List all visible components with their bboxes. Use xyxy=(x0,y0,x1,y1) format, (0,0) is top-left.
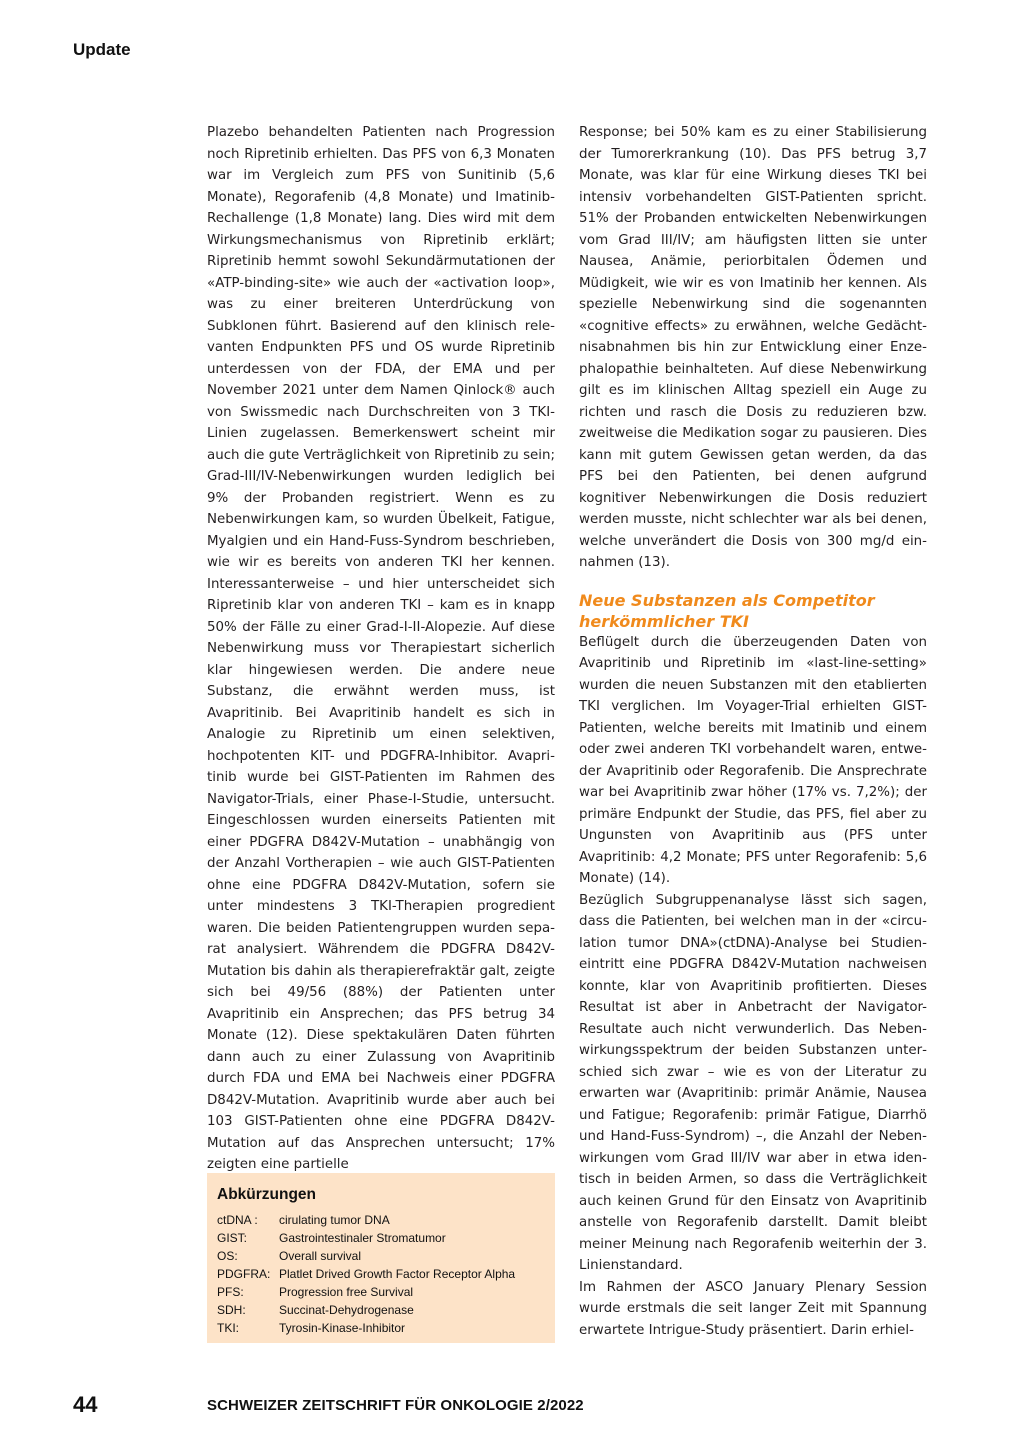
body-paragraph: Im Rahmen der ASCO January Plenary Session wurde erstmals die seit langer Zeit mit Spannung erwartete Intrigue-Study präsentiert. Darin erhiel- xyxy=(579,1279,927,1338)
section-subheading: Neue Substanzen als Competitor herkömmlicher TKI xyxy=(579,590,875,631)
abbreviation-key: PFS: xyxy=(217,1285,244,1299)
body-paragraph: Beflügelt durch die überzeugenden Daten von Avapritinib und Ripretinib im «last-line-setting» wurden die neuen Substanzen mit den etablierten TKI verglichen. Im Voyager-Trial erhielten GIST-Patienten, welche bereits mit Imatinib und einem oder zwei anderen TKI vorbehandelt waren, entweder Avapritinib oder Regorafenib. Die Ansprechrate war bei Avapritinib zwar höher (17% vs. 7,2%); der primäre Endpunkt der Studie, das PFS, fiel aber zu Ungunsten von Avapritinib aus (PFS unter Avapritinib: 4,2 Monate; PFS unter Regorafenib: 5,6 Monate) (14). xyxy=(579,634,927,886)
page-number: 44 xyxy=(73,1392,98,1417)
abbreviation-value: Platlet Drived Growth Factor Receptor Alpha xyxy=(279,1267,516,1281)
left-column xyxy=(207,122,555,1176)
section-label: Update xyxy=(73,40,131,59)
abbreviation-value: cirulating tumor DNA xyxy=(279,1213,390,1227)
abbreviation-key: PDGFRA: xyxy=(217,1267,271,1281)
abbreviation-row xyxy=(217,1319,545,1337)
abbreviation-row xyxy=(217,1211,545,1229)
abbreviation-row xyxy=(217,1229,545,1247)
abbreviation-row xyxy=(217,1247,545,1265)
abbreviation-value: Gastrointestinaler Stromatumor xyxy=(279,1231,446,1245)
abbreviation-value: Tyrosin-Kinase-Inhibitor xyxy=(279,1321,406,1335)
abbreviations-title: Abkürzungen xyxy=(217,1186,317,1203)
abbreviation-key: GIST: xyxy=(217,1231,248,1245)
abbreviations-box xyxy=(207,1173,555,1343)
journal-title: SCHWEIZER ZEITSCHRIFT FÜR ONKOLOGIE 2/2022 xyxy=(207,1397,584,1414)
abbreviation-value: Progression free Survival xyxy=(279,1285,414,1299)
abbreviation-key: ctDNA : xyxy=(217,1213,258,1227)
abbreviation-row xyxy=(217,1301,545,1319)
abbreviation-row xyxy=(217,1283,545,1301)
abbreviation-value: Succinat-Dehydrogenase xyxy=(279,1303,414,1317)
abbreviation-key: TKI: xyxy=(217,1321,240,1335)
abbreviation-value: Overall survival xyxy=(279,1249,362,1263)
abbreviation-key: SDH: xyxy=(217,1303,246,1317)
body-paragraph: Bezüglich Subgruppenanalyse lässt sich sagen, dass die Patienten, bei welchen man in der «circulation tumor DNA»(ctDNA)-Analyse bei Studieneintritt eine PDGFRA D842V-Mutation nachweisen konnte, klar von Avapritinib profitierten. Dieses Resultat ist aber in Anbetracht der Navigator-Resultate auch nicht verwunderlich. Das Nebenwirkungsspektrum der beiden Substanzen unterschied sich zwar – wie es von der Literatur zu erwarten war (Avapritinib: primär Anämie, Nausea und Fatigue; Regorafenib: primär Fatigue, Diarrhö und Hand-Fuss-Syndrom) –, die Anzahl der Nebenwirkungen vom Grad III/IV war aber in etwa identisch in beiden Armen, so dass die Verträglichkeit auch keinen Grund für den Einsatz von Avapritinib anstelle von Regorafenib darstellt. Damit bleibt meiner Meinung nach Regorafenib weiterhin der 3. Linienstandard. xyxy=(579,892,927,1273)
body-paragraph: Response; bei 50% kam es zu einer Stabilisierung der Tumorerkrankung (10). Das PFS betrug 3,7 Monate, was klar für eine Wirkung dieses TKI bei intensiv vorbehandelten GIST-Patienten spricht. 51% der Probanden entwickelten Nebenwirkungen vom Grad III/IV; am häufigsten litten sie unter Nausea, Anämie, periorbitalen Ödemen und Müdigkeit, wie wir es von Imatinib her kennen. Als spezielle Nebenwirkung sind die sogenannten «cognitive effects» zu erwähnen, welche Gedächtnisabnahmen bis hin zur Entwicklung einer Enzephalopathie beinhalteten. Auf diese Nebenwirkung gilt es im klinischen Alltag speziell ein Auge zu richten und rasch die Dosis zu reduzieren bzw. zweitweise die Medikation sogar zu pausieren. Dies kann mit gutem Gewissen getan werden, da das PFS bei den Patienten, bei denen aufgrund kognitiver Nebenwirkungen die Dosis reduziert werden musste, nicht schlechter war als bei denen, welche unverändert die Dosis von 300 mg/d einnahmen (13). xyxy=(579,125,927,570)
right-column xyxy=(579,122,927,1341)
body-paragraph: Plazebo behandelten Patienten nach Progression noch Ripretinib erhielten. Das PFS von 6,3 Monaten war im Vergleich zum PFS von Sunitinib (5,6 Monate), Regorafenib (4,8 Monate) und Imatinib-Rechallenge (1,8 Monate) lang. Dies wird mit dem Wirkungsmechanismus von Ripretinib erklärt; Ripretinib hemmt sowohl Sekundärmutationen der «ATP-binding-site» wie auch der «activation loop», was zu einer breiteren Unterdrückung von Subklonen führt. Basierend auf den klinisch relevanten Endpunkten PFS und OS wurde Ripretinib unterdessen von der FDA, der EMA und per November 2021 unter dem Namen Qinlock® auch von Swissmedic nach Durchschreiten von 3 TKI-Linien zugelassen. Bemerkenswert scheint mir auch die gute Verträglichkeit von Ripretinib zu sein; Grad-III/IV-Nebenwirkungen wurden lediglich bei 9% der Probanden registriert. Wenn es zu Nebenwirkungen kam, so wurden Übelkeit, Fatigue, Myalgien und ein Hand-Fuss-Syndrom beschrieben, wie wir es bereits von anderen TKI her kennen. Interessanterweise – und hier unterscheidet sich Ripretinib klar von anderen TKI – kam es in knapp 50% der Fälle zu einer Grad-I-II-Alopezie. Auf diese Nebenwirkung muss vor Therapiestart sicherlich klar hingewiesen werden. Die andere neue Substanz, die erwähnt werden muss, ist Avapritinib. Bei Avapritinib handelt es sich in Analogie zu Ripretinib um einen selektiven, hochpotenten KIT- und PDGFRA-Inhibitor. Avapritinib wurde bei GIST-Patienten im Rahmen des Navigator-Trials, einer Phase-I-Studie, untersucht. Eingeschlossen wurden einerseits Patienten mit einer PDGFRA D842V-Mutation – unabhängig von der Anzahl Vortherapien – wie auch GIST-Patienten ohne eine PDGFRA D842V-Mutation, sofern sie unter mindestens 3 TKI-Therapien progredient waren. Die beiden Patientengruppen wurden separat analysiert. Währendem die PDGFRA D842V-Mutation bis dahin als therapierefraktär galt, zeigte sich bei 49/56 (88%) der Patienten unter Avapritinib ein Ansprechen; das PFS betrug 34 Monate (12). Diese spektakulären Daten führten dann auch zu einer Zulassung von Avapritinib durch FDA und EMA bei Nachweis einer PDGFRA D842V-Mutation. Avapritinib wurde aber auch bei 103 GIST-Patienten ohne eine PDGFRA D842V-Mutation auf das Ansprechen untersucht; 17% zeigten eine partielle xyxy=(207,125,555,1172)
abbreviation-row xyxy=(217,1265,545,1283)
abbreviation-key: OS: xyxy=(217,1249,238,1263)
